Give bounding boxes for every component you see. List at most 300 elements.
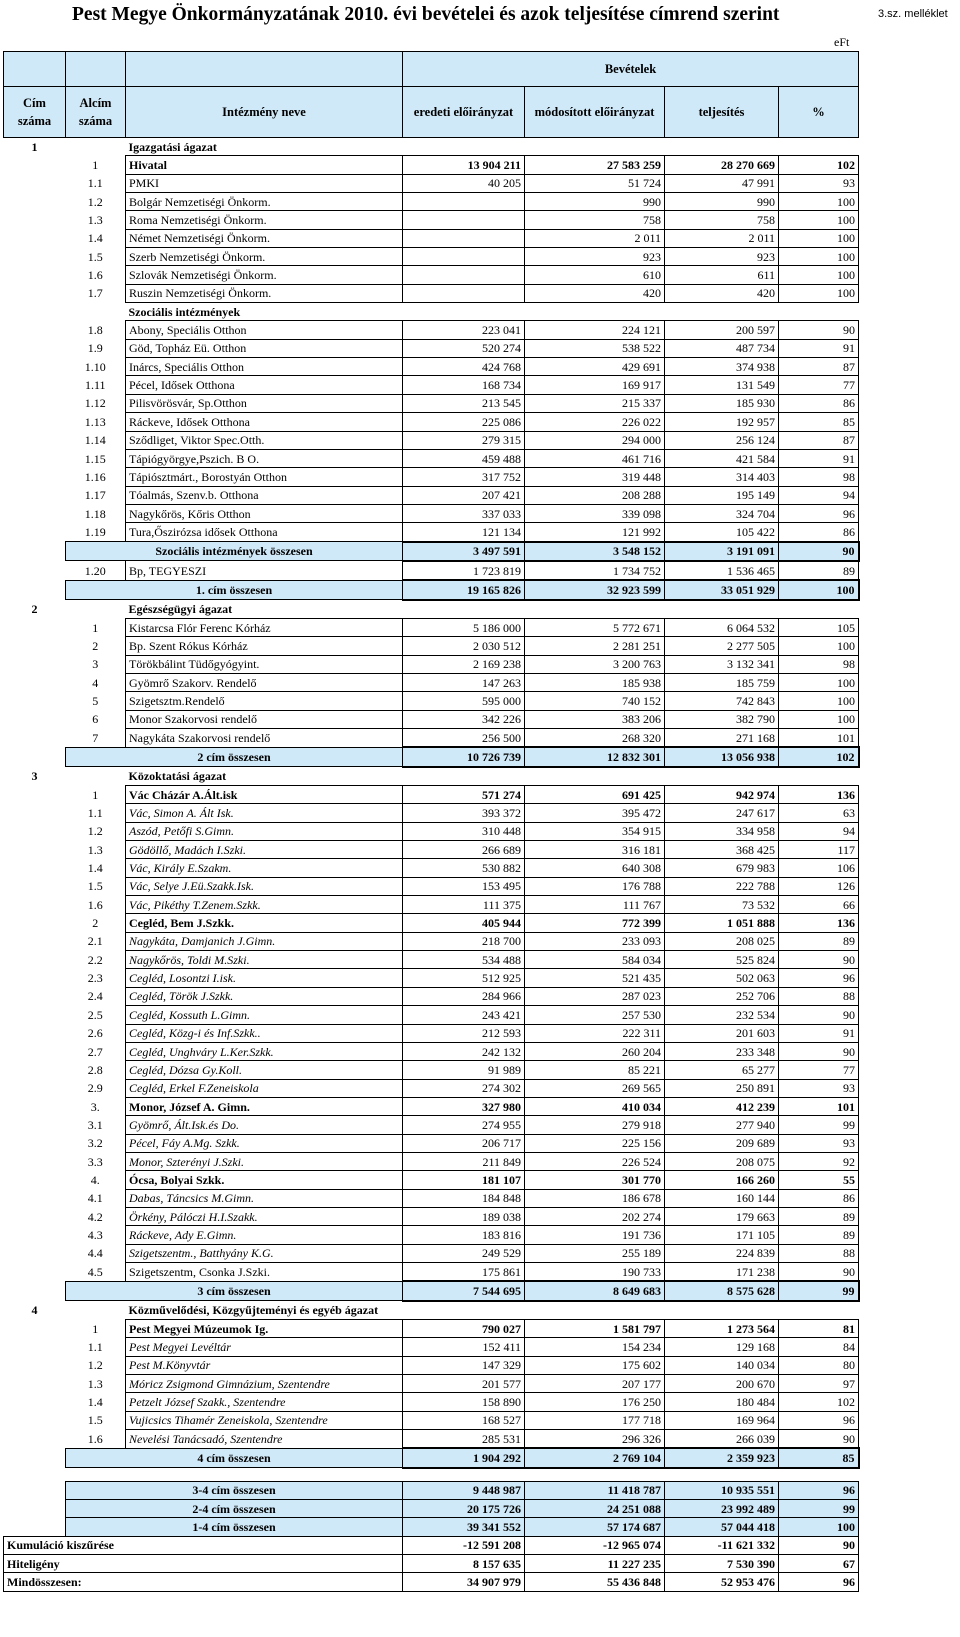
orig-cell: 153 495 (403, 877, 525, 895)
cim-cell (4, 1116, 66, 1134)
orig-cell: 256 500 (403, 729, 525, 748)
alcim-cell: 1.11 (84, 378, 106, 393)
institution-name-cell: Pécel, Idősek Otthona (126, 376, 403, 394)
institution-name-cell: Abony, Speciális Otthon (126, 321, 403, 339)
table-row (4, 1411, 859, 1429)
table-row (4, 1134, 859, 1152)
mod-cell: 176 250 (525, 1393, 665, 1411)
pct-cell: 91 (779, 339, 859, 357)
alcim-cell: 1.3 (87, 1376, 103, 1391)
table-row (4, 211, 859, 229)
empty-cell (525, 138, 665, 156)
cim-cell: 3 (31, 769, 38, 784)
done-cell: 33 051 929 (665, 580, 779, 599)
table-row (4, 1097, 859, 1115)
header-cim-blank (4, 52, 66, 87)
table-row (4, 951, 859, 969)
table-row (4, 1006, 859, 1024)
orig-cell (403, 284, 525, 302)
mod-cell: 233 093 (525, 932, 665, 950)
orig-cell: 207 421 (403, 486, 525, 504)
mod-cell: 923 (525, 248, 665, 266)
pct-cell: 89 (779, 561, 859, 580)
orig-cell: 147 329 (403, 1356, 525, 1374)
header-cim: Cím száma (4, 87, 66, 138)
table-row (4, 1481, 859, 1499)
section-title-cell: Közoktatási ágazat (128, 769, 227, 784)
done-cell: 28 270 669 (665, 156, 779, 174)
cim-cell (4, 394, 66, 412)
institution-name-cell: Vác, Király E.Szakm. (126, 859, 403, 877)
orig-cell: 91 989 (403, 1061, 525, 1079)
pct-cell: 93 (779, 1079, 859, 1097)
mod-cell: 772 399 (525, 914, 665, 932)
empty-cell (779, 767, 859, 786)
orig-cell: 218 700 (403, 932, 525, 950)
mod-cell: 610 (525, 266, 665, 284)
report-title: Pest Megye Önkormányzatának 2010. évi bevételei és azok teljesítése címrend szerint (72, 4, 780, 25)
cim-cell (4, 376, 66, 394)
institution-name-cell: Nagykáta, Damjanich J.Gimn. (126, 932, 403, 950)
table-row (4, 339, 859, 357)
spacer-cell (4, 1468, 859, 1482)
alcim-cell: 2.1 (87, 934, 103, 949)
mod-cell: 268 320 (525, 729, 665, 748)
cim-cell (4, 468, 66, 486)
orig-cell: 424 768 (403, 358, 525, 376)
done-cell: 412 239 (665, 1097, 779, 1115)
done-cell: 57 044 418 (665, 1518, 779, 1536)
mod-cell: -12 965 074 (525, 1536, 665, 1554)
empty-cell (779, 600, 859, 619)
done-cell: 8 575 628 (665, 1281, 779, 1300)
pct-cell: 96 (779, 1573, 859, 1591)
orig-cell: 181 107 (403, 1171, 525, 1189)
table-row (4, 822, 859, 840)
cim-cell (4, 486, 66, 504)
mod-cell: 177 718 (525, 1411, 665, 1429)
orig-cell: 152 411 (403, 1338, 525, 1356)
pct-cell: 66 (779, 896, 859, 914)
institution-name-cell: Tápiósztmárt., Borostyán Otthon (126, 468, 403, 486)
done-cell: -11 621 332 (665, 1536, 779, 1554)
pct-cell: 100 (779, 248, 859, 266)
mod-cell: 190 733 (525, 1262, 665, 1281)
institution-name-cell: Tápiógyörgye,Pszich. B O. (126, 449, 403, 467)
table-row (4, 449, 859, 467)
institution-name-cell: Bp. Szent Rókus Kórház (126, 637, 403, 655)
orig-cell: 147 263 (403, 673, 525, 691)
table-row (4, 358, 859, 376)
alcim-cell: 2 (92, 638, 99, 653)
cim-cell (4, 822, 66, 840)
table-row (4, 1301, 859, 1320)
mod-cell: 255 189 (525, 1244, 665, 1262)
alcim-cell: 2.7 (87, 1044, 103, 1059)
institution-name-cell: Monor Szakorvosi rendelő (126, 710, 403, 728)
done-cell: 742 843 (665, 692, 779, 710)
done-cell: 1 536 465 (665, 561, 779, 580)
alcim-cell: 1.4 (87, 231, 103, 246)
cim-cell (4, 1134, 66, 1152)
table-row (4, 1468, 859, 1482)
mod-cell: 215 337 (525, 394, 665, 412)
cim-cell (4, 673, 66, 691)
section-title-cell: Igazgatási ágazat (128, 139, 217, 154)
pct-cell: 101 (779, 729, 859, 748)
cim-cell (4, 637, 66, 655)
cim-cell (4, 229, 66, 247)
header-name: Intézmény neve (126, 87, 403, 138)
cim-cell: 4 (31, 1303, 38, 1318)
pct-cell: 99 (779, 1500, 859, 1518)
table-row (4, 193, 859, 211)
table-row (4, 1262, 859, 1281)
institution-name-cell: Nagykőrös, Kőris Otthon (126, 504, 403, 522)
table-row (4, 1079, 859, 1097)
cim-cell (4, 1281, 66, 1300)
orig-cell (403, 248, 525, 266)
orig-cell: 175 861 (403, 1262, 525, 1281)
institution-name-cell: Vác, Selye J.Eü.Szakk.Isk. (126, 877, 403, 895)
institution-name-cell: Sződliget, Viktor Spec.Otth. (126, 431, 403, 449)
header-alcim-blank (66, 52, 126, 87)
institution-name-cell: Gödöllő, Madách I.Szki. (126, 841, 403, 859)
cim-cell (4, 1411, 66, 1429)
mod-cell: 691 425 (525, 786, 665, 804)
orig-cell: 1 723 819 (403, 561, 525, 580)
done-cell: 2 277 505 (665, 637, 779, 655)
done-cell: 73 532 (665, 896, 779, 914)
mod-cell: 420 (525, 284, 665, 302)
mod-cell: 2 281 251 (525, 637, 665, 655)
table-row (4, 1189, 859, 1207)
orig-cell: 19 165 826 (403, 580, 525, 599)
cim-cell (4, 248, 66, 266)
alcim-cell (66, 1301, 126, 1320)
pct-cell: 90 (779, 1536, 859, 1554)
done-cell: 52 953 476 (665, 1573, 779, 1591)
cim-cell (4, 1189, 66, 1207)
empty-cell (525, 303, 665, 321)
alcim-cell: 1.19 (84, 524, 106, 539)
table-row (4, 1061, 859, 1079)
cim-cell (4, 1207, 66, 1225)
done-cell: 209 689 (665, 1134, 779, 1152)
total-label-cell: Kumuláció kiszűrése (4, 1536, 403, 1554)
done-cell: 200 670 (665, 1375, 779, 1393)
institution-name-cell: Bp, TEGYESZI (126, 561, 403, 580)
cim-cell (4, 1430, 66, 1449)
orig-cell (403, 193, 525, 211)
orig-cell: 459 488 (403, 449, 525, 467)
table-row (4, 138, 859, 156)
pct-cell: 100 (779, 284, 859, 302)
mod-cell: 1 734 752 (525, 561, 665, 580)
table-row (4, 1375, 859, 1393)
mod-cell: 319 448 (525, 468, 665, 486)
institution-name-cell: Szigetszentm., Batthyány K.G. (126, 1244, 403, 1262)
institution-name-cell: Nevelési Tanácsadó, Szentendre (126, 1430, 403, 1449)
mod-cell: 202 274 (525, 1207, 665, 1225)
mod-cell: 222 311 (525, 1024, 665, 1042)
orig-cell: 10 726 739 (403, 747, 525, 766)
cim-cell (4, 1244, 66, 1262)
cim-cell (4, 1262, 66, 1281)
pct-cell: 93 (779, 174, 859, 192)
institution-name-cell: Inárcs, Speciális Otthon (126, 358, 403, 376)
mod-cell: 186 678 (525, 1189, 665, 1207)
institution-name-cell: Szerb Nemzetiségi Önkorm. (126, 248, 403, 266)
cim-cell (4, 339, 66, 357)
cim-cell (4, 321, 66, 339)
mod-cell: 410 034 (525, 1097, 665, 1115)
pct-cell: 136 (779, 786, 859, 804)
cim-cell (4, 266, 66, 284)
table-row (4, 1226, 859, 1244)
table-row (4, 561, 859, 580)
cim-cell (4, 877, 66, 895)
cim-cell (4, 431, 66, 449)
table-row (4, 413, 859, 431)
alcim-cell: 2.9 (87, 1081, 103, 1096)
institution-name-cell: Bolgár Nemzetiségi Önkorm. (126, 193, 403, 211)
orig-cell: 310 448 (403, 822, 525, 840)
total-label-cell: Hiteligény (4, 1555, 403, 1573)
orig-cell: 242 132 (403, 1042, 525, 1060)
institution-name-cell: Szigetszentm, Csonka J.Szki. (126, 1262, 403, 1281)
mod-cell: 339 098 (525, 504, 665, 522)
table-row (4, 914, 859, 932)
table-row (4, 767, 859, 786)
pct-cell: 100 (779, 637, 859, 655)
mod-cell: 111 767 (525, 896, 665, 914)
done-cell: 324 704 (665, 504, 779, 522)
header-alcim: Alcím száma (66, 87, 126, 138)
orig-cell: 9 448 987 (403, 1481, 525, 1499)
orig-cell: 20 175 726 (403, 1500, 525, 1518)
done-cell: 250 891 (665, 1079, 779, 1097)
orig-cell: 5 186 000 (403, 618, 525, 636)
institution-name-cell: Petzelt József Szakk., Szentendre (126, 1393, 403, 1411)
mod-cell: 287 023 (525, 987, 665, 1005)
alcim-cell: 1.2 (87, 194, 103, 209)
cim-cell (4, 193, 66, 211)
table-row (4, 1430, 859, 1449)
table-row (4, 523, 859, 542)
mod-cell: 85 221 (525, 1061, 665, 1079)
pct-cell: 96 (779, 969, 859, 987)
done-cell: 180 484 (665, 1393, 779, 1411)
done-cell: 3 191 091 (665, 542, 779, 561)
alcim-cell: 1.9 (87, 341, 103, 356)
institution-name-cell: Német Nemzetiségi Önkorm. (126, 229, 403, 247)
institution-name-cell: Nagykáta Szakorvosi rendelő (126, 729, 403, 748)
institution-name-cell: Aszód, Petőfi S.Gimn. (126, 822, 403, 840)
mod-cell: 584 034 (525, 951, 665, 969)
pct-cell: 55 (779, 1171, 859, 1189)
done-cell: 201 603 (665, 1024, 779, 1042)
done-cell: 611 (665, 266, 779, 284)
institution-name-cell: Monor, Szterényi J.Szki. (126, 1152, 403, 1170)
alcim-cell (66, 138, 126, 156)
orig-cell: 13 904 211 (403, 156, 525, 174)
pct-cell: 90 (779, 1042, 859, 1060)
alcim-cell: 3. (90, 1099, 100, 1114)
alcim-cell: 1.2 (87, 824, 103, 839)
section-title-cell: Közművelődési, Közgyűjteményi és egyéb ágazat (128, 1303, 379, 1318)
pct-cell: 91 (779, 1024, 859, 1042)
subtotal-label-cell: 3 cím összesen (66, 1281, 403, 1300)
institution-name-cell: Tura,Őszirózsa idősek Otthona (126, 523, 403, 542)
alcim-cell: 1.15 (84, 451, 106, 466)
pct-cell: 100 (779, 229, 859, 247)
cim-cell (4, 504, 66, 522)
alcim-cell: 2.2 (87, 952, 103, 967)
cim-cell (4, 804, 66, 822)
institution-name-cell: Pécel, Fáy A.Mg. Szkk. (126, 1134, 403, 1152)
empty-cell (525, 600, 665, 619)
table-row (4, 877, 859, 895)
done-cell: 10 935 551 (665, 1481, 779, 1499)
pct-cell: 96 (779, 1411, 859, 1429)
pct-cell: 90 (779, 951, 859, 969)
alcim-cell: 2 (92, 916, 99, 931)
mod-cell: 55 436 848 (525, 1573, 665, 1591)
alcim-cell: 1.7 (87, 286, 103, 301)
alcim-cell: 1.8 (87, 323, 103, 338)
orig-cell: 266 689 (403, 841, 525, 859)
empty-cell (665, 1301, 779, 1320)
pct-cell: 81 (779, 1320, 859, 1338)
pct-cell: 89 (779, 1226, 859, 1244)
pct-cell: 100 (779, 193, 859, 211)
cim-cell (4, 951, 66, 969)
mod-cell: 121 992 (525, 523, 665, 542)
mod-cell: 740 152 (525, 692, 665, 710)
done-cell: 382 790 (665, 710, 779, 728)
mod-cell: 257 530 (525, 1006, 665, 1024)
orig-cell: 121 134 (403, 523, 525, 542)
table-row (4, 1356, 859, 1374)
orig-cell: 40 205 (403, 174, 525, 192)
table-row (4, 896, 859, 914)
mod-cell: 185 938 (525, 673, 665, 691)
mod-cell: 32 923 599 (525, 580, 665, 599)
done-cell: 105 422 (665, 523, 779, 542)
cim-cell (4, 841, 66, 859)
orig-cell: 183 816 (403, 1226, 525, 1244)
cim-cell (4, 914, 66, 932)
done-cell: 47 991 (665, 174, 779, 192)
done-cell: 679 983 (665, 859, 779, 877)
alcim-cell: 1.1 (87, 1340, 103, 1355)
done-cell: 166 260 (665, 1171, 779, 1189)
alcim-cell: 5 (92, 693, 99, 708)
done-cell: 200 597 (665, 321, 779, 339)
cim-cell (4, 303, 66, 321)
total-label-cell: 2-4 cím összesen (66, 1500, 403, 1518)
done-cell: 192 957 (665, 413, 779, 431)
alcim-cell: 1.16 (84, 469, 106, 484)
mod-cell: 640 308 (525, 859, 665, 877)
pct-cell: 86 (779, 1189, 859, 1207)
institution-name-cell: Vác Cházár A.Ált.isk (126, 786, 403, 804)
institution-name-cell: Hivatal (126, 156, 403, 174)
mod-cell: 461 716 (525, 449, 665, 467)
done-cell: 256 124 (665, 431, 779, 449)
table-row (4, 1555, 859, 1573)
done-cell: 171 105 (665, 1226, 779, 1244)
alcim-cell (66, 600, 126, 619)
table-row (4, 841, 859, 859)
mod-cell: 57 174 687 (525, 1518, 665, 1536)
institution-name-cell: Cegléd, Losontzi I.isk. (126, 969, 403, 987)
cim-cell (4, 1171, 66, 1189)
orig-cell: 571 274 (403, 786, 525, 804)
done-cell: 195 149 (665, 486, 779, 504)
alcim-cell: 6 (92, 712, 99, 727)
orig-cell (403, 229, 525, 247)
orig-cell: 158 890 (403, 1393, 525, 1411)
orig-cell: 201 577 (403, 1375, 525, 1393)
cim-cell (4, 1006, 66, 1024)
table-row (4, 542, 859, 561)
alcim-cell (66, 303, 126, 321)
institution-name-cell: Ócsa, Bolyai Szkk. (126, 1171, 403, 1189)
cim-cell (4, 1061, 66, 1079)
cim-cell (4, 284, 66, 302)
pct-cell: 89 (779, 1207, 859, 1225)
cim-cell: 1 (31, 139, 38, 154)
orig-cell: 34 907 979 (403, 1573, 525, 1591)
institution-name-cell: Vác, Pikéthy T.Zenem.Szkk. (126, 896, 403, 914)
table-row (4, 932, 859, 950)
unit-label: eFt (834, 35, 850, 49)
pct-cell: 88 (779, 987, 859, 1005)
pct-cell: 105 (779, 618, 859, 636)
done-cell: 487 734 (665, 339, 779, 357)
pct-cell: 92 (779, 1152, 859, 1170)
mod-cell: 8 649 683 (525, 1281, 665, 1300)
mod-cell: 354 915 (525, 822, 665, 840)
table-row (4, 248, 859, 266)
cim-cell (4, 692, 66, 710)
table-row (4, 710, 859, 728)
institution-name-cell: Cegléd, Török J.Szkk. (126, 987, 403, 1005)
mod-cell: 296 326 (525, 1430, 665, 1449)
cim-cell (4, 1356, 66, 1374)
pct-cell: 87 (779, 431, 859, 449)
alcim-cell: 1.1 (87, 806, 103, 821)
orig-cell: 206 717 (403, 1134, 525, 1152)
alcim-cell: 1 (92, 787, 99, 802)
empty-cell (525, 767, 665, 786)
orig-cell: 274 955 (403, 1116, 525, 1134)
table-row (4, 394, 859, 412)
table-row (4, 1152, 859, 1170)
table-body (4, 138, 859, 1592)
cim-cell (4, 618, 66, 636)
alcim-cell: 1.3 (87, 842, 103, 857)
done-cell: 160 144 (665, 1189, 779, 1207)
pct-cell: 98 (779, 655, 859, 673)
pct-cell: 101 (779, 1097, 859, 1115)
alcim-cell: 1.3 (87, 213, 103, 228)
table-row (4, 618, 859, 636)
orig-cell: 393 372 (403, 804, 525, 822)
pct-cell: 100 (779, 211, 859, 229)
